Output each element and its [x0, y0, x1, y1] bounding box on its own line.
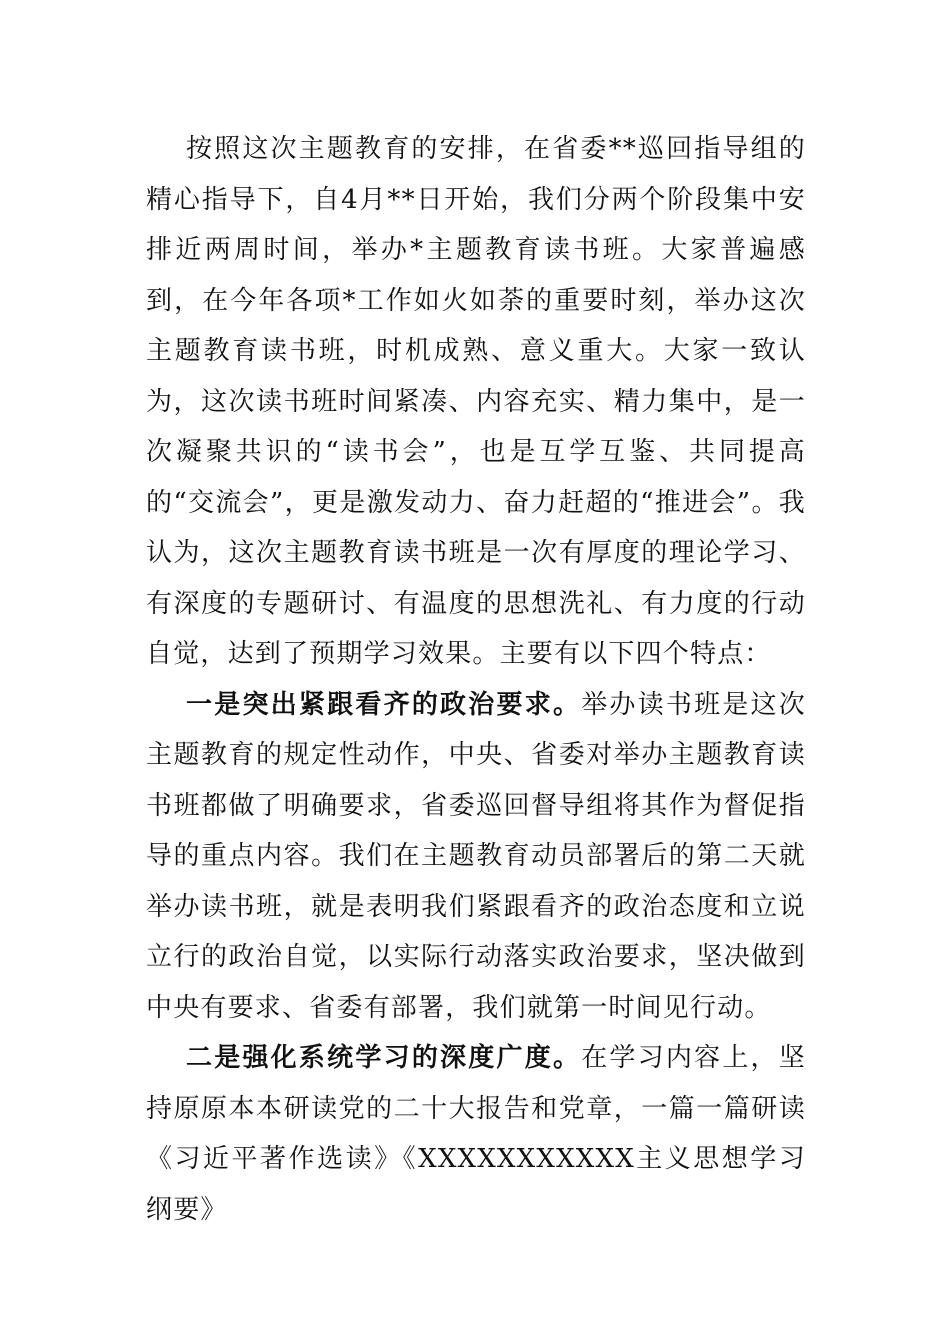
- paragraph-text: 按照这次主题教育的安排，在省委**巡回指导组的精心指导下，自4月**日开始，我们分两个阶段集中安排近两周时间，举办*主题教育读书班。大家普遍感到，在今年各项*工作如火如荼的重要时刻，举办这次主题教育读书班，时机成熟、意义重大。大家一致认为，这次读书班时间紧凑、内容充实、精力集中，是一次凝聚共识的“读书会”，也是互学互鉴、共同提高的“交流会”，更是激发动力、奋力赶超的“推进会”。我认为，这次主题教育读书班是一次有厚度的理论学习、有深度的专题研讨、有温度的思想洗礼、有力度的行动自觉，达到了预期学习效果。主要有以下四个特点：: [146, 134, 806, 669]
- document-body: [146, 124, 806, 1235]
- paragraph-point-one: [146, 680, 806, 1034]
- paragraph-text: 在学习内容上，坚持原原本本研读党的二十大报告和党章，一篇一篇研读《习近平著作选读》《XXXXXXXXXXX主义思想学习纲要》: [146, 1043, 806, 1225]
- paragraph-intro: [146, 124, 806, 680]
- paragraph-lead: 二是强化系统学习的深度广度。: [186, 1043, 582, 1073]
- paragraph-point-two: [146, 1033, 806, 1235]
- paragraph-lead: 一是突出紧跟看齐的政治要求。: [186, 689, 582, 720]
- paragraph-text: 举办读书班是这次主题教育的规定性动作，中央、省委对举办主题教育读书班都做了明确要求，省委巡回督导组将其作为督促指导的重点内容。我们在主题教育动员部署后的第二天就举办读书班，就是表明我们紧跟看齐的政治态度和立说立行的政治自觉，以实际行动落实政治要求，坚决做到中央有要求、省委有部署，我们就第一时间见行动。: [146, 689, 806, 1023]
